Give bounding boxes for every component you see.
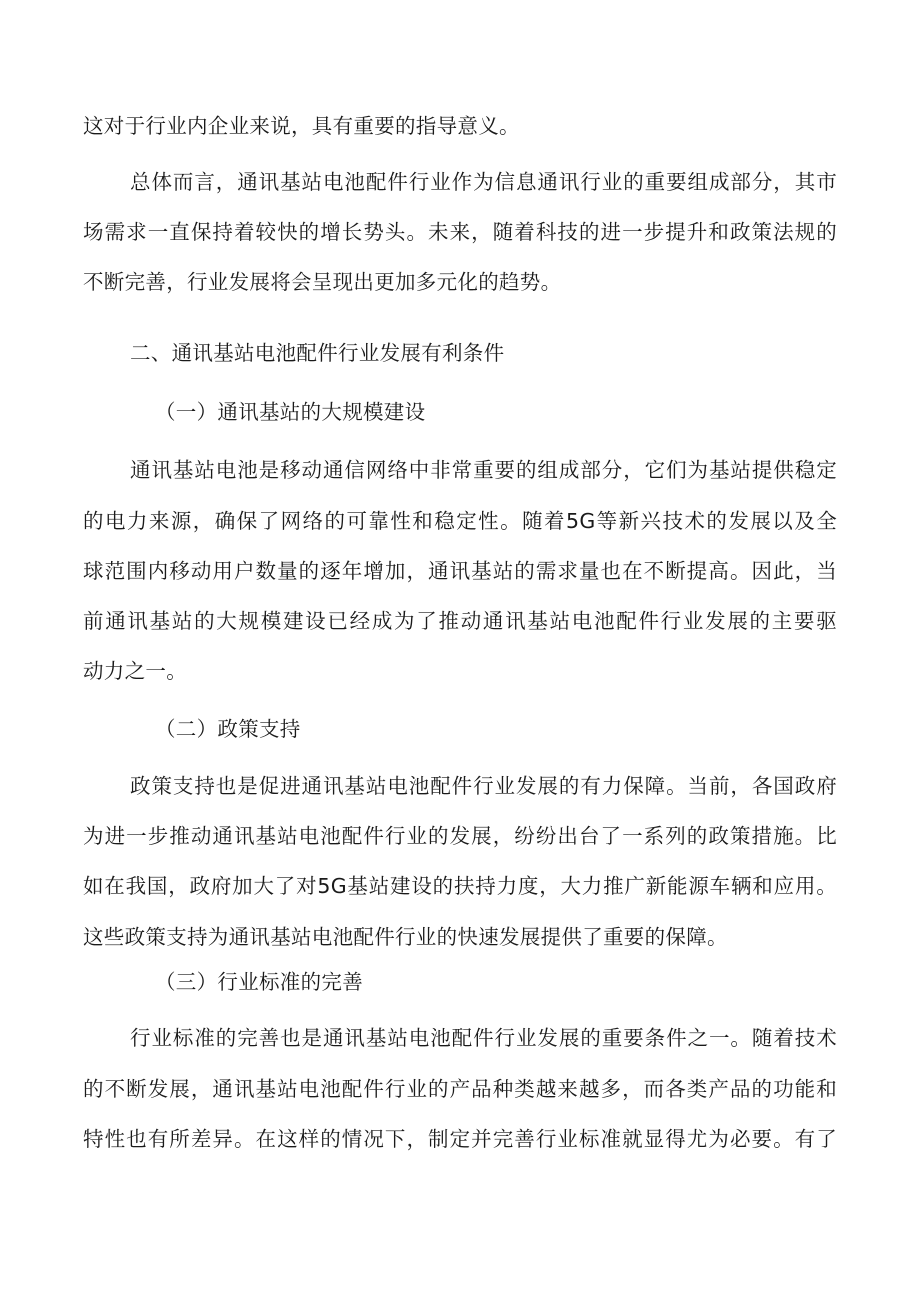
paragraph-line: 如在我国，政府加大了对5G基站建设的扶持力度，大力推广新能源车辆和应用。: [83, 874, 837, 898]
paragraph-line: 的电力来源，确保了网络的可靠性和稳定性。随着5G等新兴技术的发展以及全: [83, 509, 837, 533]
section-heading: 二、通讯基站电池配件行业发展有利条件: [130, 341, 505, 365]
paragraph-line: 总体而言，通讯基站电池配件行业作为信息通讯行业的重要组成部分，其市: [130, 170, 837, 194]
paragraph-line: 为进一步推动通讯基站电池配件行业的发展，纷纷出台了一系列的政策措施。比: [83, 824, 837, 848]
subsection-heading: （二）政策支持: [155, 717, 301, 741]
paragraph-line: 球范围内移动用户数量的逐年增加，通讯基站的需求量也在不断提高。因此，当: [83, 559, 837, 583]
paragraph-line: 行业标准的完善也是通讯基站电池配件行业发展的重要条件之一。随着技术: [130, 1026, 837, 1050]
paragraph-line: 动力之一。: [83, 659, 187, 683]
subsection-heading: （一）通讯基站的大规模建设: [155, 400, 426, 424]
paragraph-line: 场需求一直保持着较快的增长势头。未来，随着科技的进一步提升和政策法规的: [83, 220, 837, 244]
paragraph-line: 不断完善，行业发展将会呈现出更加多元化的趋势。: [83, 270, 562, 294]
paragraph-line: 这些政策支持为通讯基站电池配件行业的快速发展提供了重要的保障。: [83, 925, 728, 949]
paragraph-line: 政策支持也是促进通讯基站电池配件行业发展的有力保障。当前，各国政府: [130, 774, 837, 798]
paragraph-line: 这对于行业内企业来说，具有重要的指导意义。: [83, 114, 520, 138]
paragraph-line: 前通讯基站的大规模建设已经成为了推动通讯基站电池配件行业发展的主要驱: [83, 609, 837, 633]
paragraph-line: 特性也有所差异。在这样的情况下，制定并完善行业标准就显得尤为必要。有了: [83, 1127, 837, 1151]
paragraph-line: 通讯基站电池是移动通信网络中非常重要的组成部分，它们为基站提供稳定: [130, 458, 837, 482]
subsection-heading: （三）行业标准的完善: [155, 970, 363, 994]
paragraph-line: 的不断发展，通讯基站电池配件行业的产品种类越来越多，而各类产品的功能和: [83, 1077, 837, 1101]
